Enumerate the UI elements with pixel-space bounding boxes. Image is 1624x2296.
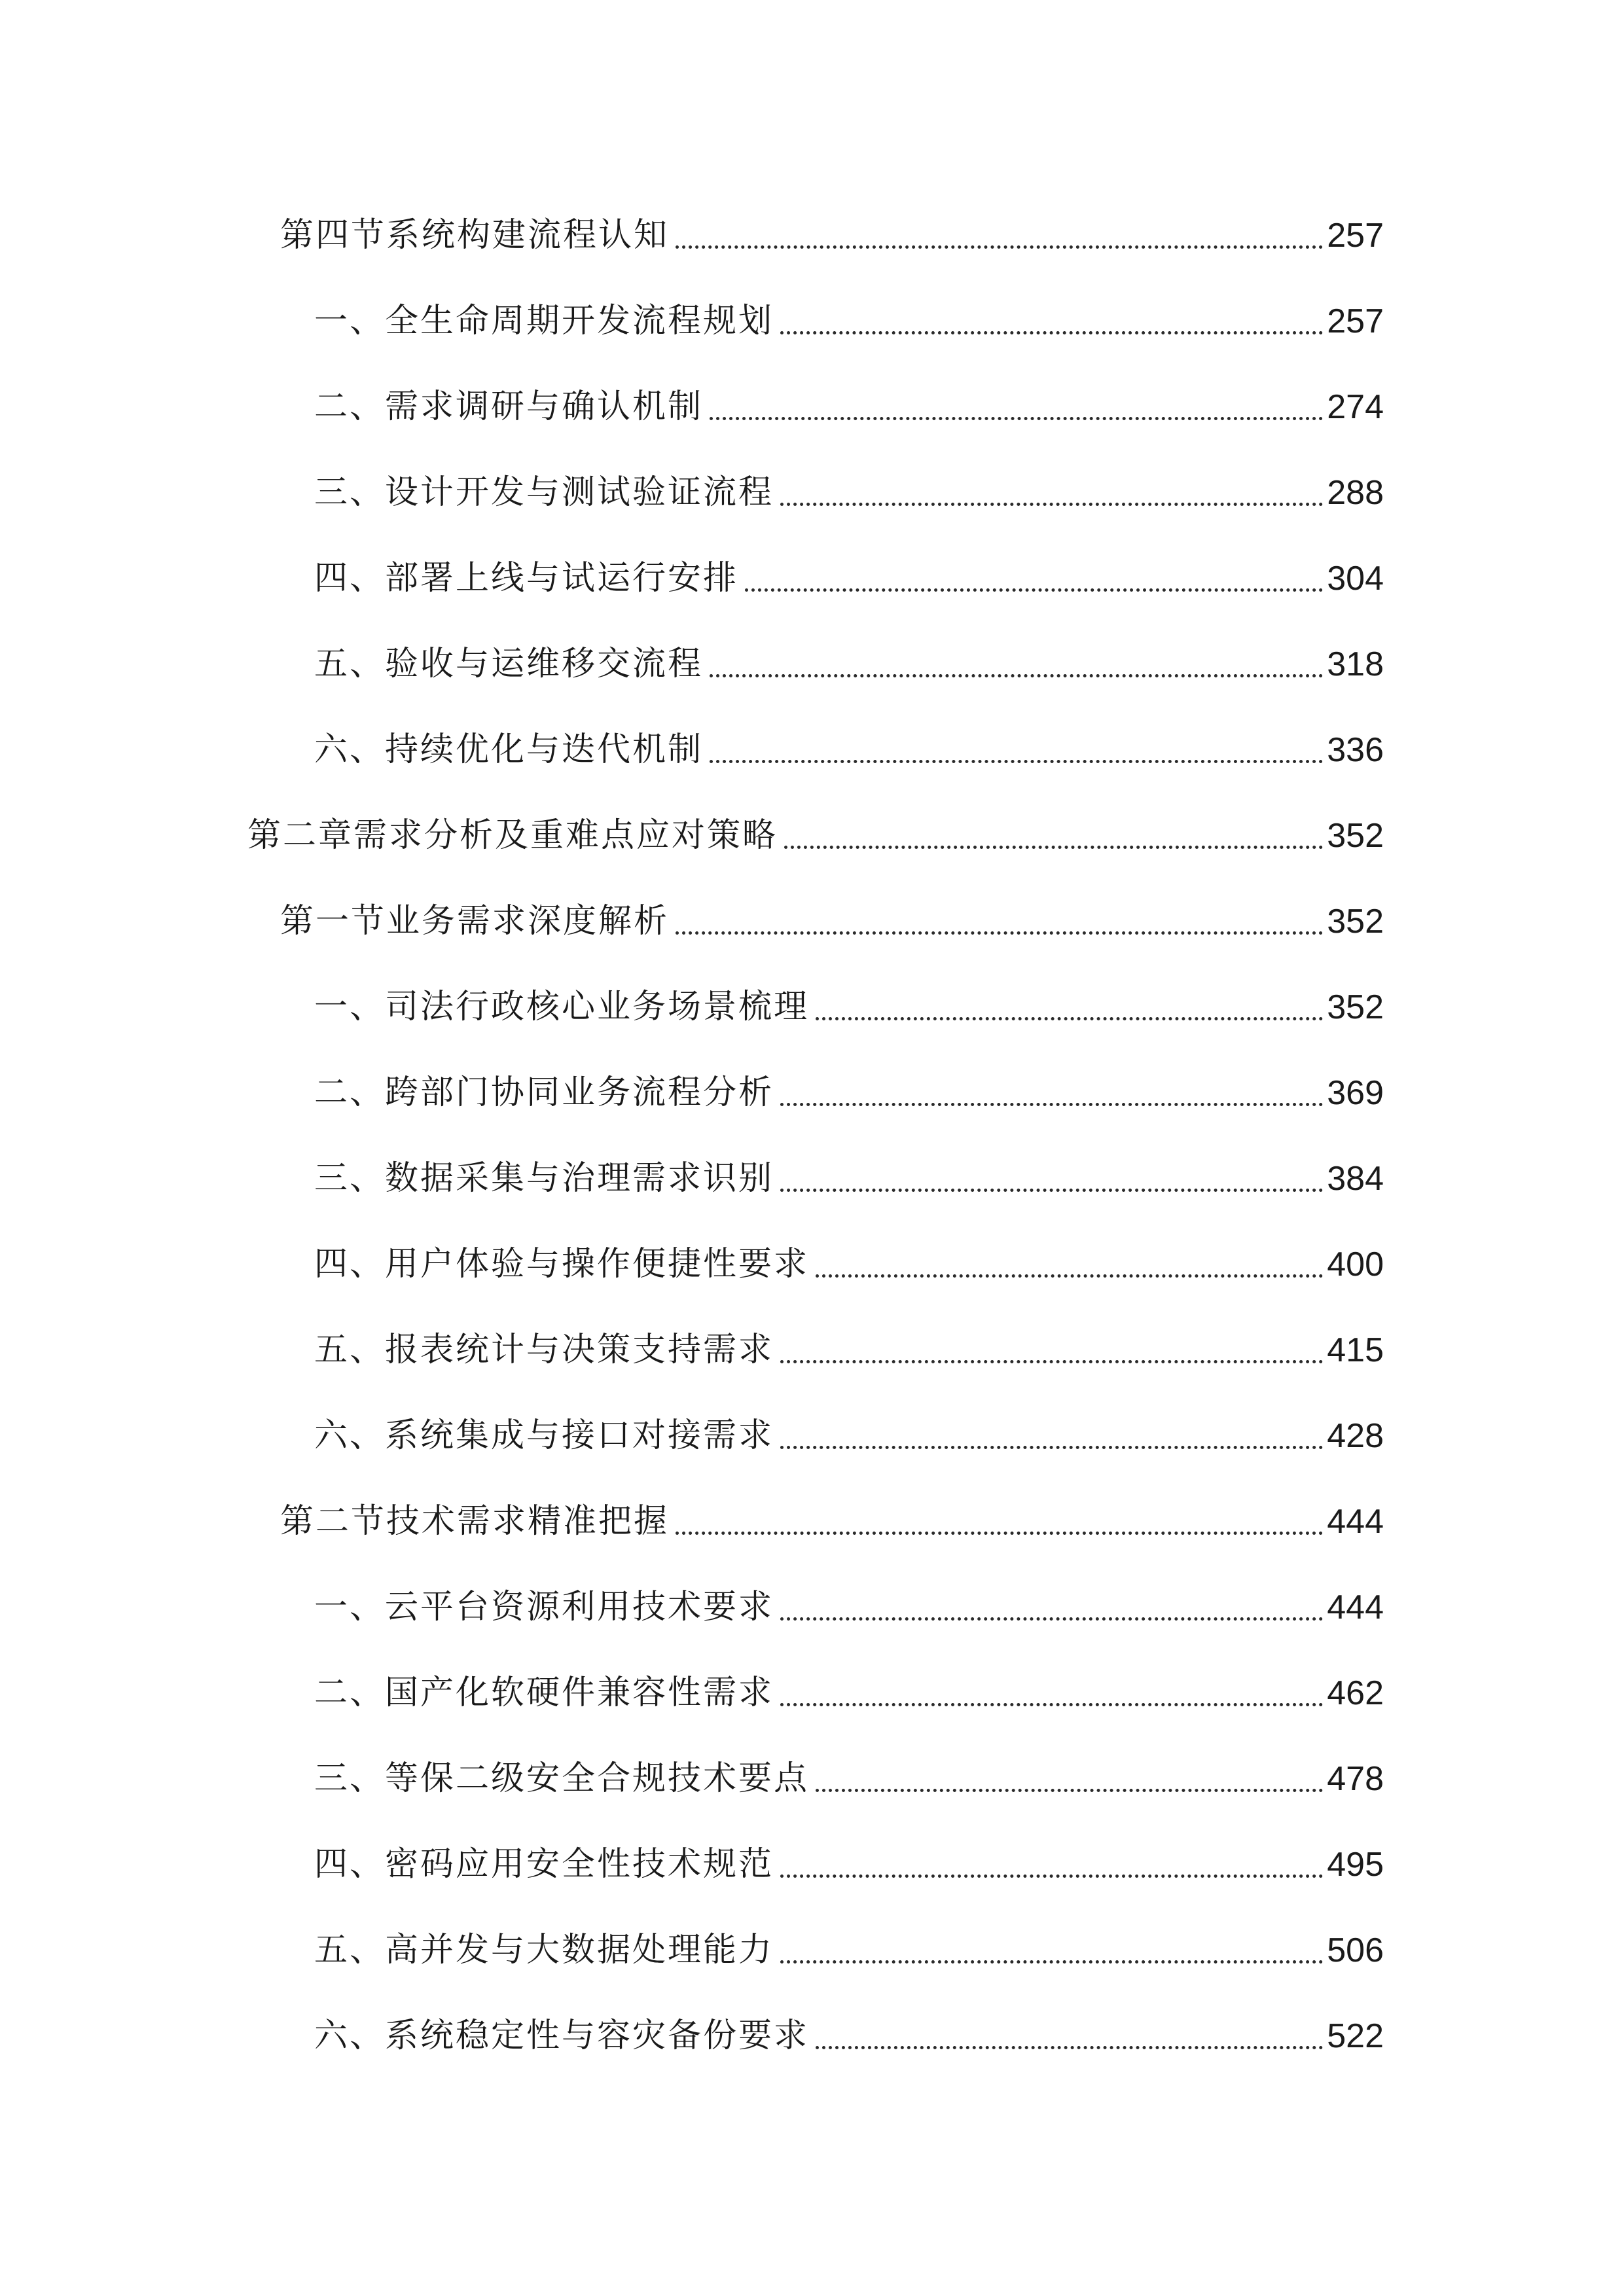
toc-entry[interactable] (314, 1067, 1384, 1119)
dot-leader (710, 417, 1323, 420)
dot-leader (780, 1360, 1323, 1363)
toc-entry-page: 444 (1327, 1503, 1384, 1541)
toc-entry-page: 304 (1327, 560, 1384, 598)
toc-entry-page: 478 (1327, 1760, 1384, 1798)
toc-entry-title: 第二节技术需求精准把握 (280, 1502, 670, 1541)
toc-entry[interactable] (314, 1839, 1384, 1891)
toc-entry[interactable] (280, 209, 1384, 262)
toc-entry-page: 257 (1327, 302, 1384, 340)
dot-leader (816, 2046, 1323, 2049)
toc-entry-title: 二、国产化软硬件兼容性需求 (314, 1674, 774, 1712)
toc-entry[interactable] (247, 810, 1384, 862)
toc-entry-page: 506 (1327, 1931, 1384, 1969)
dot-leader (784, 846, 1323, 849)
toc-entry[interactable] (314, 724, 1384, 776)
toc-entry[interactable] (314, 1924, 1384, 1977)
toc-entry[interactable] (314, 1410, 1384, 1462)
toc-entry-page: 352 (1327, 903, 1384, 941)
toc-entry[interactable] (314, 552, 1384, 605)
toc-entry[interactable] (314, 295, 1384, 348)
toc-entry-title: 五、高并发与大数据处理能力 (314, 1931, 774, 1969)
toc-entry-title: 三、等保二级安全合规技术要点 (314, 1759, 810, 1798)
toc-entry-page: 462 (1327, 1674, 1384, 1712)
toc-entry[interactable] (314, 2010, 1384, 2062)
toc-entry-page: 495 (1327, 1846, 1384, 1884)
toc-entry-title: 四、部署上线与试运行安排 (314, 559, 739, 598)
toc-entry-page: 522 (1327, 2017, 1384, 2055)
dot-leader (676, 1532, 1323, 1535)
toc-entry-title: 六、系统稳定性与容灾备份要求 (314, 2017, 810, 2055)
toc-entry-page: 428 (1327, 1417, 1384, 1455)
toc-entry-page: 336 (1327, 731, 1384, 769)
toc-entry[interactable] (314, 1753, 1384, 1805)
toc-entry-page: 384 (1327, 1160, 1384, 1198)
toc-entry-page: 352 (1327, 817, 1384, 855)
toc-entry-title: 一、司法行政核心业务场景梳理 (314, 988, 810, 1026)
dot-leader (745, 588, 1323, 592)
dot-leader (816, 1274, 1323, 1278)
dot-leader (780, 1960, 1323, 1964)
dot-leader (676, 245, 1323, 249)
toc-entry[interactable] (314, 1324, 1384, 1376)
toc-entry-title: 三、设计开发与测试验证流程 (314, 473, 774, 512)
dot-leader (710, 760, 1323, 763)
toc-entry-page: 288 (1327, 474, 1384, 512)
toc-entry-page: 369 (1327, 1074, 1384, 1112)
toc-entry-page: 415 (1327, 1331, 1384, 1369)
toc-entry-page: 274 (1327, 388, 1384, 426)
toc-entry-title: 五、验收与运维移交流程 (314, 645, 704, 683)
toc-entry-title: 四、用户体验与操作便捷性要求 (314, 1245, 810, 1283)
toc-entry-page: 257 (1327, 217, 1384, 255)
toc-entry-title: 一、全生命周期开发流程规划 (314, 302, 774, 340)
toc-entry-title: 四、密码应用安全性技术规范 (314, 1845, 774, 1884)
dot-leader (780, 1446, 1323, 1449)
toc-entry-title: 三、数据采集与治理需求识别 (314, 1159, 774, 1198)
toc-entry-page: 318 (1327, 645, 1384, 683)
toc-entry[interactable] (314, 1667, 1384, 1719)
toc-entry-title: 五、报表统计与决策支持需求 (314, 1331, 774, 1369)
toc-entry[interactable] (314, 981, 1384, 1033)
toc-entry-title: 第一节业务需求深度解析 (280, 902, 670, 941)
toc-entry-title: 二、需求调研与确认机制 (314, 387, 704, 426)
toc-entry-page: 352 (1327, 988, 1384, 1026)
dot-leader (780, 1703, 1323, 1706)
dot-leader (816, 1017, 1323, 1020)
dot-leader (780, 331, 1323, 334)
toc-entry-title: 二、跨部门协同业务流程分析 (314, 1073, 774, 1112)
toc-entry[interactable] (314, 467, 1384, 519)
dot-leader (780, 1617, 1323, 1621)
dot-leader (780, 1103, 1323, 1106)
dot-leader (676, 931, 1323, 935)
toc-entry-title: 第四节系统构建流程认知 (280, 216, 670, 255)
toc-entry-title: 一、云平台资源利用技术要求 (314, 1588, 774, 1626)
toc-entry-page: 444 (1327, 1588, 1384, 1626)
toc-entry[interactable] (314, 638, 1384, 691)
dot-leader (780, 503, 1323, 506)
dot-leader (816, 1789, 1323, 1792)
toc-entry[interactable] (314, 381, 1384, 433)
toc-entry-page: 400 (1327, 1246, 1384, 1283)
toc-entry[interactable] (280, 1496, 1384, 1548)
toc-entry-title: 第二章需求分析及重难点应对策略 (247, 816, 778, 855)
toc-entry[interactable] (314, 1238, 1384, 1291)
toc-entry[interactable] (280, 895, 1384, 948)
toc-entry[interactable] (314, 1581, 1384, 1634)
toc-entry-title: 六、持续优化与迭代机制 (314, 730, 704, 769)
dot-leader (710, 674, 1323, 677)
dot-leader (780, 1874, 1323, 1878)
dot-leader (780, 1189, 1323, 1192)
toc-entry[interactable] (314, 1153, 1384, 1205)
toc-entry-title: 六、系统集成与接口对接需求 (314, 1416, 774, 1455)
